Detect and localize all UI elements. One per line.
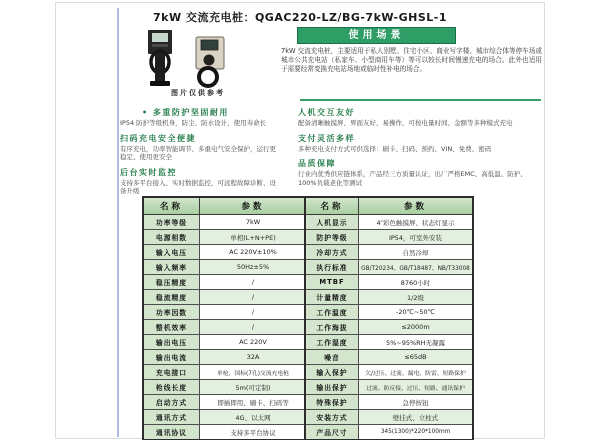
spec-name-cell: 功率等级 — [143, 215, 200, 230]
charger-product-photo — [138, 29, 244, 89]
spec-value-cell: 32A — [200, 350, 308, 365]
spec-row — [305, 380, 473, 395]
spec-value-cell: ≤65dB — [359, 350, 474, 365]
usage-scenario-banner: 使用场景 — [297, 27, 456, 44]
spec-table-header: 参数 — [359, 197, 474, 215]
feature-body: 行业内优秀供应链体系，产品经三方质量认证，出厂严格EMC、高低温、防护、100%负载老化等测试 — [298, 170, 527, 187]
spec-name-cell: 输出保护 — [305, 380, 359, 395]
spec-name-cell: 冷却方式 — [305, 245, 359, 260]
spec-value-cell: / — [200, 275, 308, 290]
spec-table-general — [304, 196, 474, 440]
spec-row — [143, 410, 307, 425]
spec-row — [305, 365, 473, 380]
spec-row — [143, 305, 307, 320]
spec-value-cell: 8760小时 — [359, 275, 474, 290]
spec-table-header: 参数 — [200, 197, 308, 215]
spec-value-cell: 支持多平台协议 — [200, 425, 308, 440]
wallbox-charger-illustration — [196, 37, 224, 86]
feature-heading: 人机交互友好 — [298, 108, 355, 117]
spec-row — [143, 335, 307, 350]
spec-value-cell: 急停按钮 — [359, 395, 474, 410]
spec-row — [305, 230, 473, 245]
spec-name-cell: 产品尺寸 — [305, 425, 359, 440]
left-margin-line — [117, 8, 119, 437]
spec-name-cell: 工作海拔 — [305, 320, 359, 335]
feature-body: IP54 防护等级机身，防尘、防水设计，使用寿命长 — [120, 119, 267, 127]
feature-heading: 后台实时监控 — [120, 167, 177, 177]
spec-row — [143, 380, 307, 395]
spec-row — [143, 425, 307, 440]
spec-row — [305, 335, 473, 350]
spec-name-cell: 执行标准 — [305, 260, 359, 275]
spec-name-cell: 输出电压 — [143, 335, 200, 350]
spec-name-cell: 特殊保护 — [305, 395, 359, 410]
spec-value-cell: ≤2000m — [359, 320, 474, 335]
feature-body: 有序充电，功率智能调节、多重电气安全保护，运行更稳定、使用更安全 — [120, 144, 276, 162]
spec-value-cell: 壁挂式、立柱式 — [359, 410, 474, 425]
spec-name-cell: 计量精度 — [305, 290, 359, 305]
spec-name-cell: 安装方式 — [305, 410, 359, 425]
spec-name-cell: 防护等级 — [305, 230, 359, 245]
spec-name-cell: 输入频率 — [143, 260, 200, 275]
spec-value-cell: 1/2级 — [359, 290, 474, 305]
spec-row — [305, 260, 473, 275]
spec-value-cell: / — [200, 320, 308, 335]
spec-row — [143, 245, 307, 260]
spec-name-cell: 输入电压 — [143, 245, 200, 260]
spec-name-cell: 人机显示 — [305, 215, 359, 230]
features-right-column — [298, 102, 545, 187]
spec-name-cell: 整机效率 — [143, 320, 200, 335]
spec-row — [143, 230, 307, 245]
spec-name-cell: 工作温度 — [305, 305, 359, 320]
spec-value-cell: / — [200, 290, 308, 305]
spec-value-cell: GB/T20234、GB/T18487、NB/T33008 — [359, 260, 474, 275]
page-title: 7kW 交流充电桩：QGAC220-LZ/BG-7kW-GHSL-1 — [153, 11, 447, 24]
spec-table-header: 名称 — [305, 197, 359, 215]
feature-heading: 支付灵活多样 — [298, 133, 355, 143]
spec-value-cell: -20℃~50℃ — [359, 305, 474, 320]
spec-value-cell: 4″彩色触摸屏、状态灯显示 — [359, 215, 474, 230]
spec-value-cell: 单枪，国标(7孔)交流充电枪 — [200, 365, 308, 380]
green-divider-line — [300, 99, 541, 101]
spec-value-cell: 5m(可定制) — [200, 380, 308, 395]
feature-heading: 扫码充电安全便捷 — [120, 133, 196, 143]
pole-charger-illustration — [148, 30, 172, 86]
spec-row — [143, 395, 307, 410]
spec-name-cell: 电源相数 — [143, 230, 200, 245]
spec-name-cell: 功率因数 — [143, 305, 200, 320]
spec-value-cell: AC 220V — [200, 335, 308, 350]
spec-value-cell: 5%~95%RH无凝露 — [359, 335, 474, 350]
spec-row — [305, 305, 473, 320]
features-left-column — [120, 102, 278, 196]
spec-row — [305, 245, 473, 260]
spec-name-cell: 工作湿度 — [305, 335, 359, 350]
spec-row — [143, 320, 307, 335]
spec-row — [143, 260, 307, 275]
spec-row — [305, 350, 473, 365]
spec-name-cell: 输入保护 — [305, 365, 359, 380]
spec-row — [305, 320, 473, 335]
spec-row — [305, 425, 473, 440]
spec-name-cell: 启动方式 — [143, 395, 200, 410]
spec-value-cell: 50Hz±5% — [200, 260, 308, 275]
spec-value-cell: AC 220V±10% — [200, 245, 308, 260]
feature-heading: 品质保障 — [298, 159, 336, 169]
spec-row — [143, 275, 307, 290]
spec-row — [305, 395, 473, 410]
spec-name-cell: 噪音 — [305, 350, 359, 365]
spec-row — [143, 290, 307, 305]
spec-row — [143, 365, 307, 380]
spec-value-cell: 345(1300)*220*100mm — [359, 425, 474, 440]
feature-body: 多种充电支付方式可供选择：刷卡、扫码、预约、VIN、免费、密码 — [298, 144, 492, 153]
feature-heading: • 多重防护坚固耐用 — [142, 108, 229, 117]
spec-value-cell: 即插即用、刷卡、扫码等 — [200, 395, 308, 410]
spec-value-cell: 欠/过压、过流、漏电、防雷、短路保护 — [359, 365, 474, 380]
spec-name-cell: 稳压精度 — [143, 275, 200, 290]
spec-table-electrical — [142, 196, 308, 440]
spec-name-cell: 稳流精度 — [143, 290, 200, 305]
spec-value-cell: / — [200, 305, 308, 320]
spec-value-cell: 自然冷却 — [359, 245, 474, 260]
spec-name-cell: 枪线长度 — [143, 380, 200, 395]
spec-value-cell: 过流、防反接、过压、短路、通讯保护 — [359, 380, 474, 395]
spec-row — [143, 215, 307, 230]
feature-body: 支持多平台接入、实时数据监控，可远程故障诊断、设备升级 — [120, 178, 276, 196]
spec-value-cell: IP54，可室外安装 — [359, 230, 474, 245]
spec-value-cell: 4G、以太网 — [200, 410, 308, 425]
spec-name-cell: 输出电流 — [143, 350, 200, 365]
usage-paragraph: 7kW 交流充电桩，主要适用于私人别墅、住宅小区、商业写字楼、城市综合体等停车场或城市公共充电站（私家车、小型商用车等）等可以较长时间慢速充电的场合。此外也适用于需要经常变换充电站场地或临时性补电的场合。 — [281, 47, 542, 73]
spec-row — [305, 275, 473, 290]
spec-name-cell: 通讯方式 — [143, 410, 200, 425]
image-caption: 图片仅供参考 — [171, 89, 225, 97]
spec-value-cell: 单相(L+N+PE) — [200, 230, 308, 245]
spec-row — [305, 290, 473, 305]
spec-value-cell: 7kW — [200, 215, 308, 230]
spec-name-cell: MTBF — [305, 275, 359, 290]
spec-name-cell: 通讯协议 — [143, 425, 200, 440]
spec-row — [305, 410, 473, 425]
spec-table-header: 名称 — [143, 197, 200, 215]
feature-body: 配备清晰触摸屏、界面友好、易操作，可按电量时间、金额等多种模式充电 — [298, 119, 513, 127]
spec-row — [305, 215, 473, 230]
spec-row — [143, 350, 307, 365]
spec-name-cell: 充电接口 — [143, 365, 200, 380]
